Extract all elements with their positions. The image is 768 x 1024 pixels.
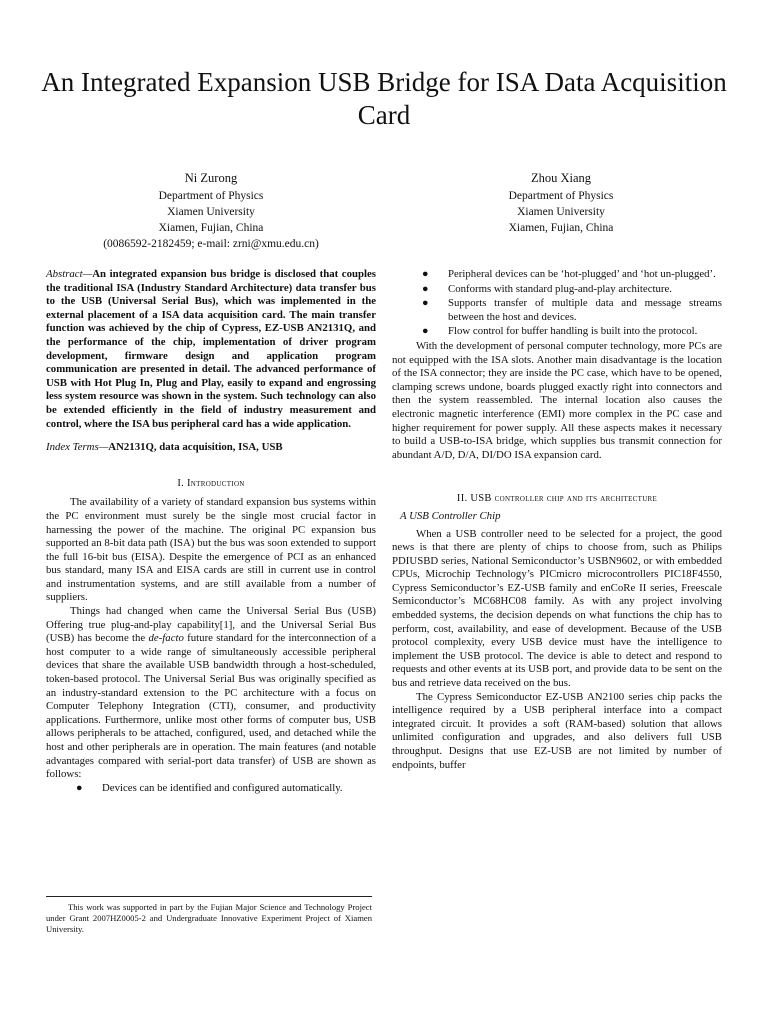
section-heading-introduction [46,477,376,491]
left-column [46,268,376,795]
bullet-icon: ● [422,297,429,310]
index-terms-lead: Index Terms— [46,441,109,454]
feature-list-left [46,782,376,796]
index-terms [46,441,376,455]
list-item [392,297,722,324]
list-item-text: Flow control for buffer handling is built into the protocol. [448,325,698,338]
intro-paragraph-2-b: future standard for the interconnection of a host computer to a wide range of simultaneously accessible peripheral devices that share the available USB bandwidth through a host-scheduled, token-based protocol. The Universal Serial Bus was originally specified as an industry-standard extension to the PC architecture with a focus on Computer Telephony Integration (CTI), consumer, and productivity applications. Furthermore, unlike most other forms of computer bus, USB allows peripherals to be attached, configured, used, and detached while the host and other peripherals are in operation. The main features (and notable advantages compared with serial-port data transfer) of USB are shown as follows: [46,632,376,781]
intro-paragraph-2-em: de-facto [148,632,184,645]
author-univ: Xiamen University [167,206,255,218]
abstract-lead: Abstract— [46,268,93,280]
intro-paragraph-2-a: Things had changed when came the Universal Serial Bus (USB) Offering true plug-and-play capability[1], and the Universal Serial Bus (USB) has become the [46,605,376,645]
motivation-paragraph: With the development of personal computer technology, more PCs are not equipped with the ISA slots. Another main disadvantage is the location of the ISA connector; they are inside the PC case, which have to be opened, clamping screws undone, boards plugged exactly right into connectors and then the system reassembled. The internal location also causes the electronic magnetic interference (EMI) more complex in the PC case and higher requirement for power supply. All these aspects makes it necessary to build a USB-to-ISA bridge, which supplies bus transmit connection for abundant A/D, D/A, DI/DO ISA expansion card. [392,339,722,461]
list-item-text: Peripheral devices can be ‘hot-plugged’ and ‘hot un-plugged’. [448,268,716,280]
bullet-icon: ● [422,282,429,295]
author-block-2 [406,168,716,236]
list-item-text: Supports transfer of multiple data and message streams between the host and devices. [448,297,722,323]
controller-paragraph-1: When a USB controller need to be selected for a project, the good news is that there are plenty of chips to choose from, such as Philips PDIUSBD series, National Semiconductor’s USBN9602, or with embedded CPUs, Microchip Technology’s PICmicro microcontrollers PIC18F4550, Cypress Semiconductor’s EZ-USB family and enCoRe II series, Freescale Semiconductor’s MC68HC08 family. As with any project involving embedded systems, the decision depends on what functions the chip has to perform, cost, availability, and ease of development. Because of the USB protocol complexity, every USB device must have the intelligence to implement the USB protocol. The device is able to detect and respond to requests and other events at its USB port, and provide data to be sent on the bus and retrieve data received on the bus. [392,527,722,690]
author-univ: Xiamen University [517,206,605,218]
paper-title: An Integrated Expansion USB Bridge for ISA Data Acquisition Card [41,67,727,130]
section-title: USB controller chip and its architecture [470,493,658,505]
bullet-icon: ● [422,325,429,338]
author-name: Zhou Xiang [530,171,592,185]
list-item [392,283,722,297]
bullet-icon: ● [422,268,429,280]
intro-paragraph-2 [46,605,376,782]
controller-paragraph-2: The Cypress Semiconductor EZ-USB AN2100 series chip packs the intelligence required by a USB peripheral interface into a compact integrated circuit. It provides a soft (RAM-based) solution that allows unlimited configuration and upgrades, and also delivers full USB throughput. Designs that use EZ-USB are not limited by number of endpoints, buffer [392,690,722,771]
index-terms-text: AN2131Q, data acquisition, ISA, USB [108,441,283,454]
author-contact: (0086592-2182459; e-mail: zrni@xmu.edu.cn) [103,238,319,250]
author-location: Xiamen, Fujian, China [508,222,614,234]
author-block-1 [46,168,376,252]
right-column [392,268,722,772]
author-dept: Department of Physics [158,190,264,202]
list-item [46,782,376,796]
section-numeral: I. [177,477,185,489]
author-dept: Department of Physics [508,190,614,202]
abstract [46,268,376,431]
author-name: Ni Zurong [184,171,238,185]
section-title: Introduction [187,477,245,489]
author-location: Xiamen, Fujian, China [158,222,264,234]
list-item-text: Conforms with standard plug-and-play architecture. [448,282,672,295]
subsection-heading: A USB Controller Chip [400,509,501,522]
footnote: This work was supported in part by the Fujian Major Science and Technology Project under Grant 2007HZ0005-2 and Undergraduate Innovative Experiment Project of Xiamen University. [46,902,372,934]
feature-list-right [392,268,722,339]
abstract-text: An integrated expansion bus bridge is disclosed that couples the traditional ISA (Industry Standard Architecture) data transfer bus to the USB (Universal Serial Bus), which was implemented in the external placement of a ISA data acquisition card. The main transfer function was achieved by the chip of Cypress, EZ-USB AN2131Q, and the performance of the chip, implementation of driver program development, firmware design and application program communication are presented in detail. The advanced performance of USB with Hot Plug In, Plug and Play, easily to expand and engrossing less system resource was shown in the system. Such technology can also be extended efficiently in the field of industry measurement and control, where the ISA bus peripheral card has a wide application. [46,268,376,430]
list-item [392,268,722,282]
section-heading-usb-controller [392,492,722,506]
section-numeral: II. [456,493,468,505]
bullet-icon: ● [76,781,83,794]
intro-paragraph-1: The availability of a variety of standard expansion bus systems within the PC environment must surely be the single most crucial factor in harnessing the power of the machine. The original PC expansion bus supported an 8-bit data path (ISA) but the bus was soon extended to support the full 16-bit bus (EISA). Despite the emergence of PCI as an enhanced bus standard, many ISA and EISA cards are still in current use in control and instrumentation systems, and are still available from a number of suppliers. [46,496,376,604]
list-item [392,325,722,339]
list-item-text: Devices can be identified and configured automatically. [102,781,343,794]
footnote-divider [46,896,372,897]
